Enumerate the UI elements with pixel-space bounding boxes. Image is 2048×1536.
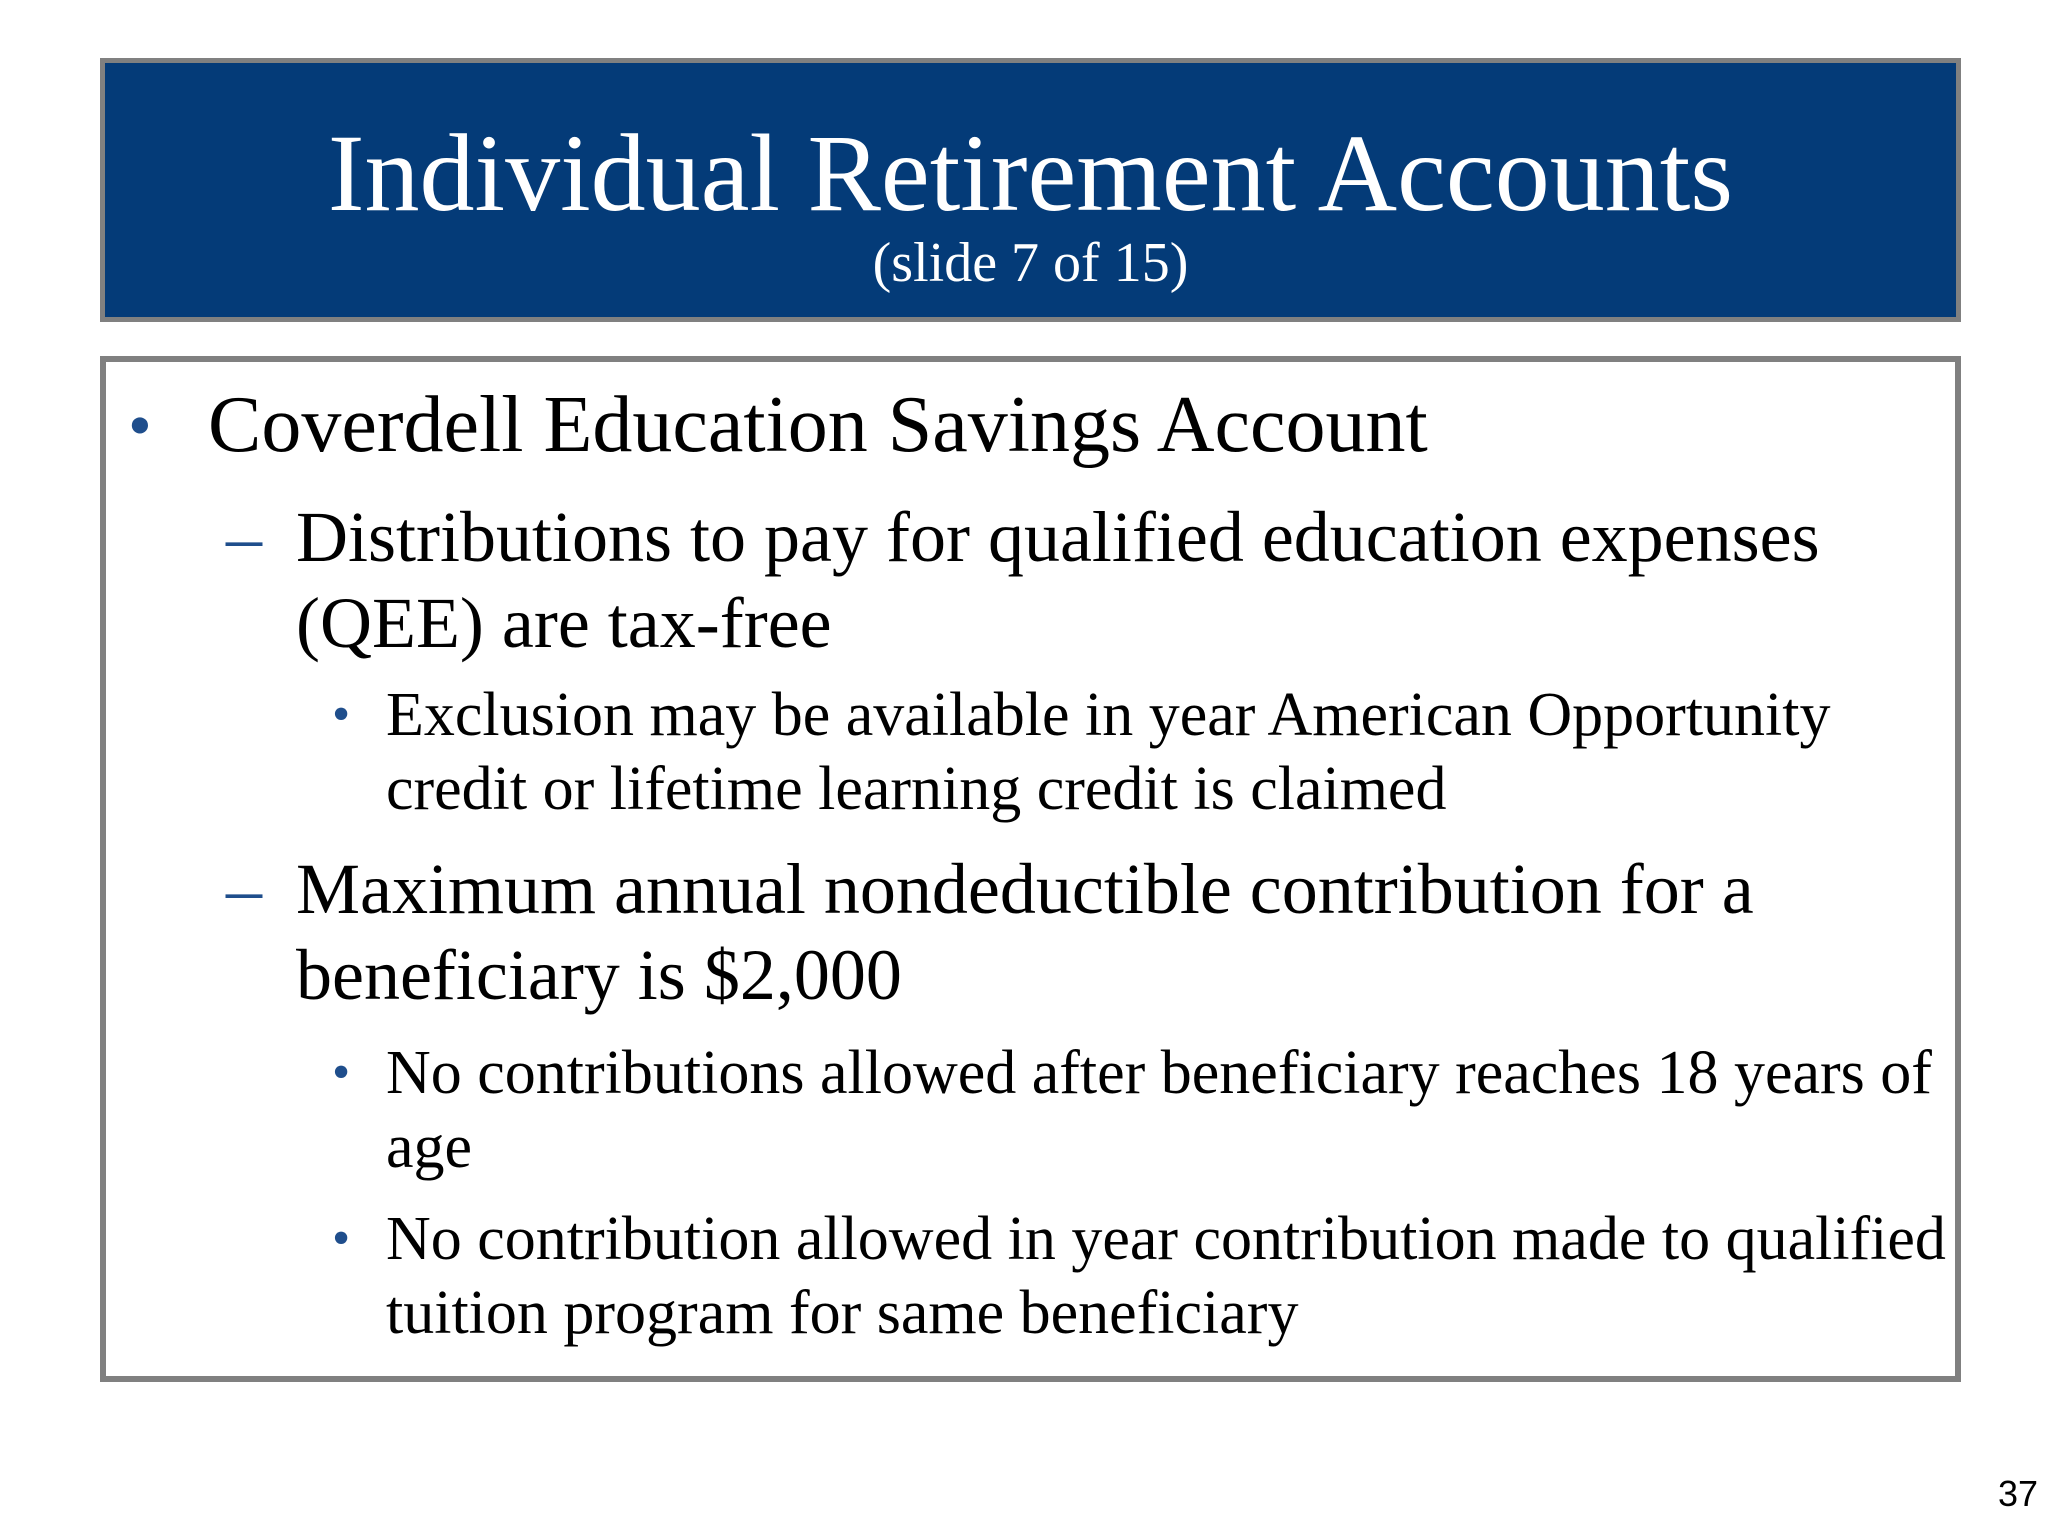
- detail-qtp-restriction: No contribution allowed in year contribution made to qualified tuition program for same beneficiary: [386, 1205, 1946, 1347]
- detail-exclusion: Exclusion may be available in year American Opportunity credit or lifetime learning credit is claimed: [386, 681, 1831, 823]
- main-bullet-heading: Coverdell Education Savings Account: [208, 381, 1428, 469]
- slide-subtitle: (slide 7 of 15): [872, 232, 1189, 294]
- slide-title: Individual Retirement Accounts: [327, 112, 1734, 234]
- dash-icon: –: [226, 849, 262, 929]
- bullet-icon: •: [332, 1044, 351, 1101]
- title-banner: [100, 58, 1961, 322]
- content-panel: [100, 356, 1961, 1382]
- detail-age-limit: No contributions allowed after beneficiary reaches 18 years of age: [386, 1039, 1932, 1181]
- bullet-icon: •: [332, 686, 351, 743]
- bullet-icon: •: [332, 1210, 351, 1267]
- sub-point-distributions: Distributions to pay for qualified education expenses (QEE) are tax-free: [296, 497, 1820, 663]
- page-number: 37: [1997, 1473, 2038, 1514]
- bullet-icon: •: [128, 387, 152, 463]
- dash-icon: –: [226, 497, 262, 577]
- sub-point-maximum-contribution: Maximum annual nondeductible contribution for a beneficiary is $2,000: [296, 849, 1754, 1015]
